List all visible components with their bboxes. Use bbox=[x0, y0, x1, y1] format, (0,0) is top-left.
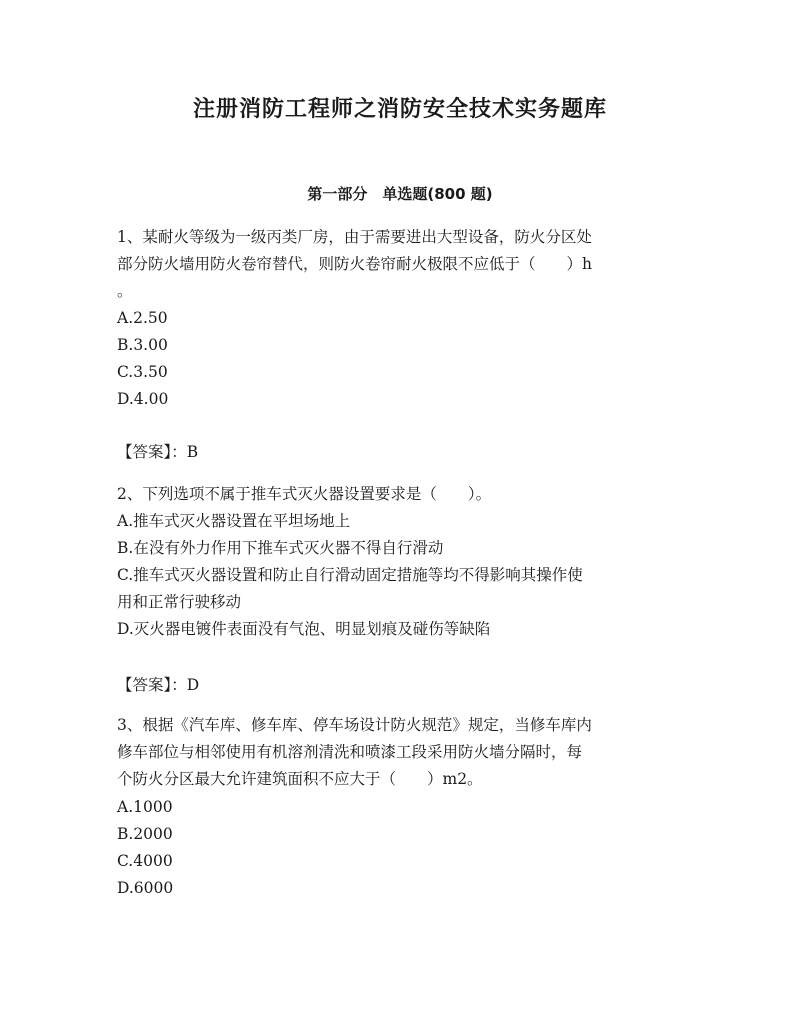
q2-option-b: B.在没有外力作用下推车式灭火器不得自行滑动 bbox=[117, 539, 444, 557]
q1-option-c: C.3.50 bbox=[117, 363, 168, 381]
q1-option-d: D.4.00 bbox=[117, 390, 169, 408]
q1-stem-line-3: 。 bbox=[117, 282, 133, 300]
q3-option-a: A.1000 bbox=[117, 798, 173, 816]
q1-answer: 【答案】：B bbox=[117, 443, 199, 461]
q3-stem-line-3: 个防火分区最大允许建筑面积不应大于（ ）m2。 bbox=[117, 770, 483, 788]
q2-answer: 【答案】：D bbox=[117, 676, 200, 694]
q3-option-b: B.2000 bbox=[117, 825, 173, 843]
section-heading: 第一部分 单选题(800 题) bbox=[307, 185, 493, 203]
q3-stem-line-1: 3、根据《汽车库、修车库、停车场设计防火规范》规定，当修车库内 bbox=[117, 716, 592, 734]
document-title: 注册消防工程师之消防安全技术实务题库 bbox=[192, 97, 607, 122]
q2-option-d: D.灭火器电镀件表面没有气泡、明显划痕及碰伤等缺陷 bbox=[117, 620, 491, 638]
q2-stem-line-1: 2、下列选项不属于推车式灭火器设置要求是（ ）。 bbox=[117, 485, 492, 503]
q1-stem-line-2: 部分防火墙用防火卷帘替代，则防火卷帘耐火极限不应低于（ ）h bbox=[117, 255, 592, 273]
q1-stem-line-1: 1、某耐火等级为一级丙类厂房，由于需要进出大型设备，防火分区处 bbox=[117, 228, 592, 246]
q3-stem-line-2: 修车部位与相邻使用有机溶剂清洗和喷漆工段采用防火墙分隔时，每 bbox=[117, 743, 583, 761]
q1-option-a: A.2.50 bbox=[117, 309, 168, 327]
q2-option-c-line-1: C.推车式灭火器设置和防止自行滑动固定措施等均不得影响其操作使 bbox=[117, 566, 583, 584]
q1-option-b: B.3.00 bbox=[117, 336, 168, 354]
q3-option-c: C.4000 bbox=[117, 852, 173, 870]
q3-option-d: D.6000 bbox=[117, 879, 174, 897]
q2-option-a: A.推车式灭火器设置在平坦场地上 bbox=[117, 512, 351, 530]
q2-option-c-line-2: 用和正常行驶移动 bbox=[117, 593, 242, 611]
